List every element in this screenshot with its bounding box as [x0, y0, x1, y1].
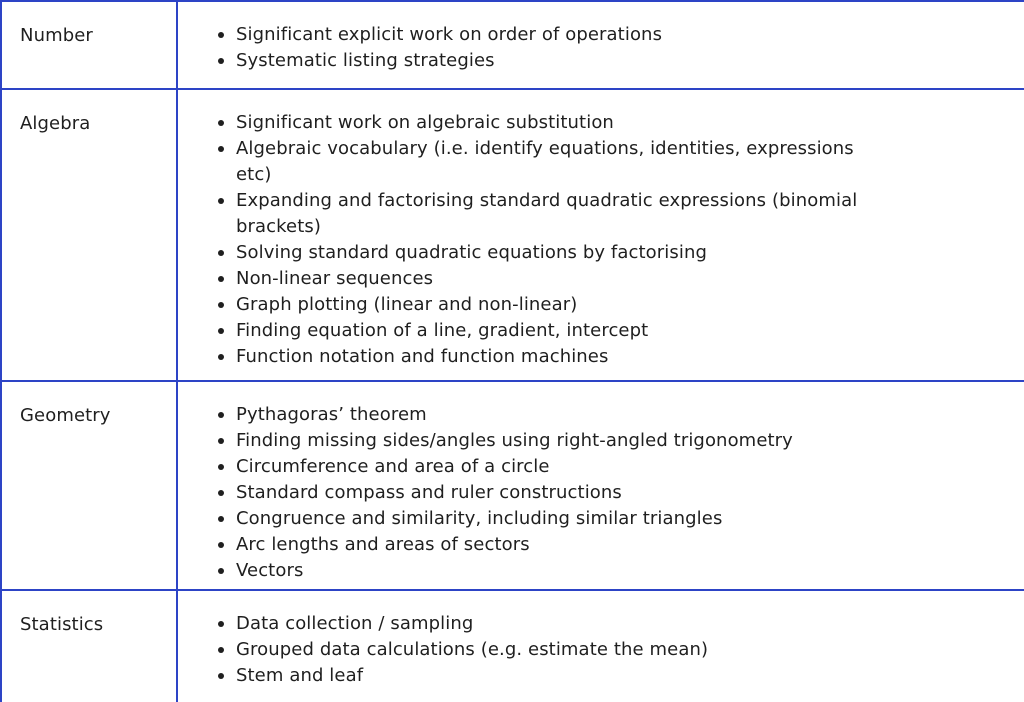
list-item	[218, 240, 878, 266]
item-text: Algebraic vocabulary (i.e. identify equations, identities, expressions etc)	[236, 138, 854, 185]
item-text: Circumference and area of a circle	[236, 456, 550, 477]
bullet-icon	[218, 120, 224, 126]
topic-name: Geometry	[20, 405, 111, 426]
content-cell	[177, 590, 1024, 702]
item-text: Pythagoras’ theorem	[236, 404, 427, 425]
bullet-icon	[218, 542, 224, 548]
item-text: Expanding and factorising standard quadratic expressions (binomial brackets)	[236, 190, 858, 237]
list-item	[218, 292, 878, 318]
list-item	[218, 344, 878, 370]
list-item	[218, 663, 878, 689]
item-text: Data collection / sampling	[236, 613, 474, 634]
item-text: Non-linear sequences	[236, 268, 434, 289]
bullet-icon	[218, 464, 224, 470]
topic-cell	[1, 590, 177, 702]
content-cell	[177, 381, 1024, 590]
bullet-icon	[218, 302, 224, 308]
item-text: Finding missing sides/angles using right-angled trigonometry	[236, 430, 793, 451]
bullet-icon	[218, 328, 224, 334]
item-text: Finding equation of a line, gradient, intercept	[236, 320, 649, 341]
item-text: Grouped data calculations (e.g. estimate the mean)	[236, 639, 709, 660]
list-item	[218, 506, 878, 532]
item-text: Vectors	[236, 560, 304, 581]
item-list	[178, 2, 878, 74]
bullet-icon	[218, 647, 224, 653]
item-text: Graph plotting (linear and non-linear)	[236, 294, 578, 315]
bullet-icon	[218, 276, 224, 282]
list-item	[218, 402, 878, 428]
list-item	[218, 558, 878, 584]
bullet-icon	[218, 621, 224, 627]
item-text: Congruence and similarity, including similar triangles	[236, 508, 723, 529]
bullet-icon	[218, 198, 224, 204]
bullet-icon	[218, 490, 224, 496]
list-item	[218, 454, 878, 480]
item-text: Standard compass and ruler constructions	[236, 482, 622, 503]
list-item	[218, 532, 878, 558]
table-row-geometry	[1, 381, 1024, 590]
content-cell	[177, 89, 1024, 381]
item-text: Stem and leaf	[236, 665, 364, 686]
item-text: Significant work on algebraic substitution	[236, 112, 614, 133]
bullet-icon	[218, 58, 224, 64]
bullet-icon	[218, 516, 224, 522]
bullet-icon	[218, 568, 224, 574]
item-list	[178, 382, 878, 584]
content-cell	[177, 1, 1024, 89]
list-item	[218, 48, 878, 74]
bullet-icon	[218, 32, 224, 38]
item-text: Function notation and function machines	[236, 346, 609, 367]
topic-cell	[1, 89, 177, 381]
topic-name: Algebra	[20, 113, 91, 134]
topic-cell	[1, 381, 177, 590]
item-list	[178, 90, 878, 370]
item-text: Significant explicit work on order of operations	[236, 24, 663, 45]
list-item	[218, 266, 878, 292]
list-item	[218, 136, 878, 188]
table-row-number	[1, 1, 1024, 89]
bullet-icon	[218, 354, 224, 360]
list-item	[218, 428, 878, 454]
list-item	[218, 318, 878, 344]
topic-name: Statistics	[20, 614, 104, 635]
list-item	[218, 110, 878, 136]
list-item	[218, 188, 878, 240]
bullet-icon	[218, 412, 224, 418]
list-item	[218, 480, 878, 506]
item-text: Systematic listing strategies	[236, 50, 495, 71]
table-row-statistics	[1, 590, 1024, 702]
bullet-icon	[218, 438, 224, 444]
topic-name: Number	[20, 25, 93, 46]
topic-cell	[1, 1, 177, 89]
list-item	[218, 611, 878, 637]
list-item	[218, 22, 878, 48]
item-text: Arc lengths and areas of sectors	[236, 534, 530, 555]
bullet-icon	[218, 146, 224, 152]
item-text: Solving standard quadratic equations by factorising	[236, 242, 707, 263]
bullet-icon	[218, 250, 224, 256]
table-row-algebra	[1, 89, 1024, 381]
bullet-icon	[218, 673, 224, 679]
item-list	[178, 591, 878, 689]
list-item	[218, 637, 878, 663]
